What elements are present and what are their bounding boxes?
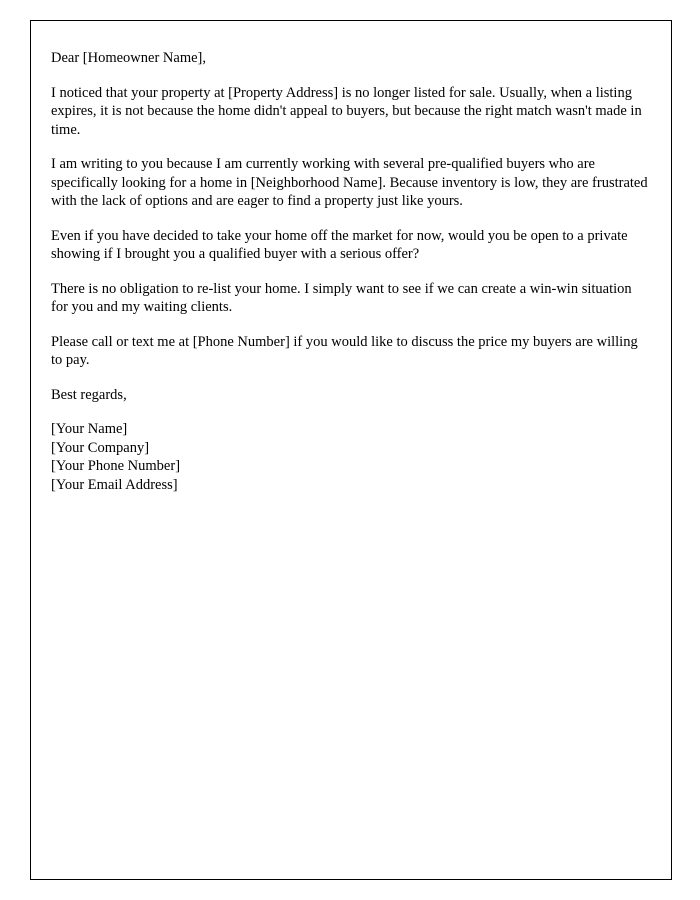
signature-email: [Your Email Address] — [51, 476, 178, 493]
letter-paragraph-1: I noticed that your property at [Property Address] is no longer listed for sale. Usually, when a listing expires, it is not because the home didn't appeal to buyers, but because the right match wasn't made in time. — [51, 84, 642, 138]
signature-phone: [Your Phone Number] — [51, 458, 181, 474]
signature-block — [51, 420, 651, 494]
signature-name: [Your Name] — [51, 421, 128, 437]
letter-paragraph-5: Please call or text me at [Phone Number] if you would like to discuss the price my buyers are willing to pay. — [51, 333, 638, 368]
letter-greeting: Dear [Homeowner Name], — [51, 50, 206, 66]
letter-body — [51, 49, 651, 494]
letter-paragraph-2: I am writing to you because I am currently working with several pre-qualified buyers who are specifically looking for a home in [Neighborhood Name]. Because inventory is low, they are frustrated with the lack of options and are eager to find a property just like yours. — [51, 156, 648, 209]
letter-paragraph-3: Even if you have decided to take your home off the market for now, would you be open to a private showing if I brought you a qualified buyer with a serious offer? — [51, 227, 628, 262]
signature-company: [Your Company] — [51, 439, 150, 456]
letter-paragraph-4: There is no obligation to re-list your home. I simply want to see if we can create a win-win situation for you and my waiting clients. — [51, 280, 632, 315]
letter-closing: Best regards, — [51, 386, 127, 403]
letter-page — [30, 20, 672, 880]
